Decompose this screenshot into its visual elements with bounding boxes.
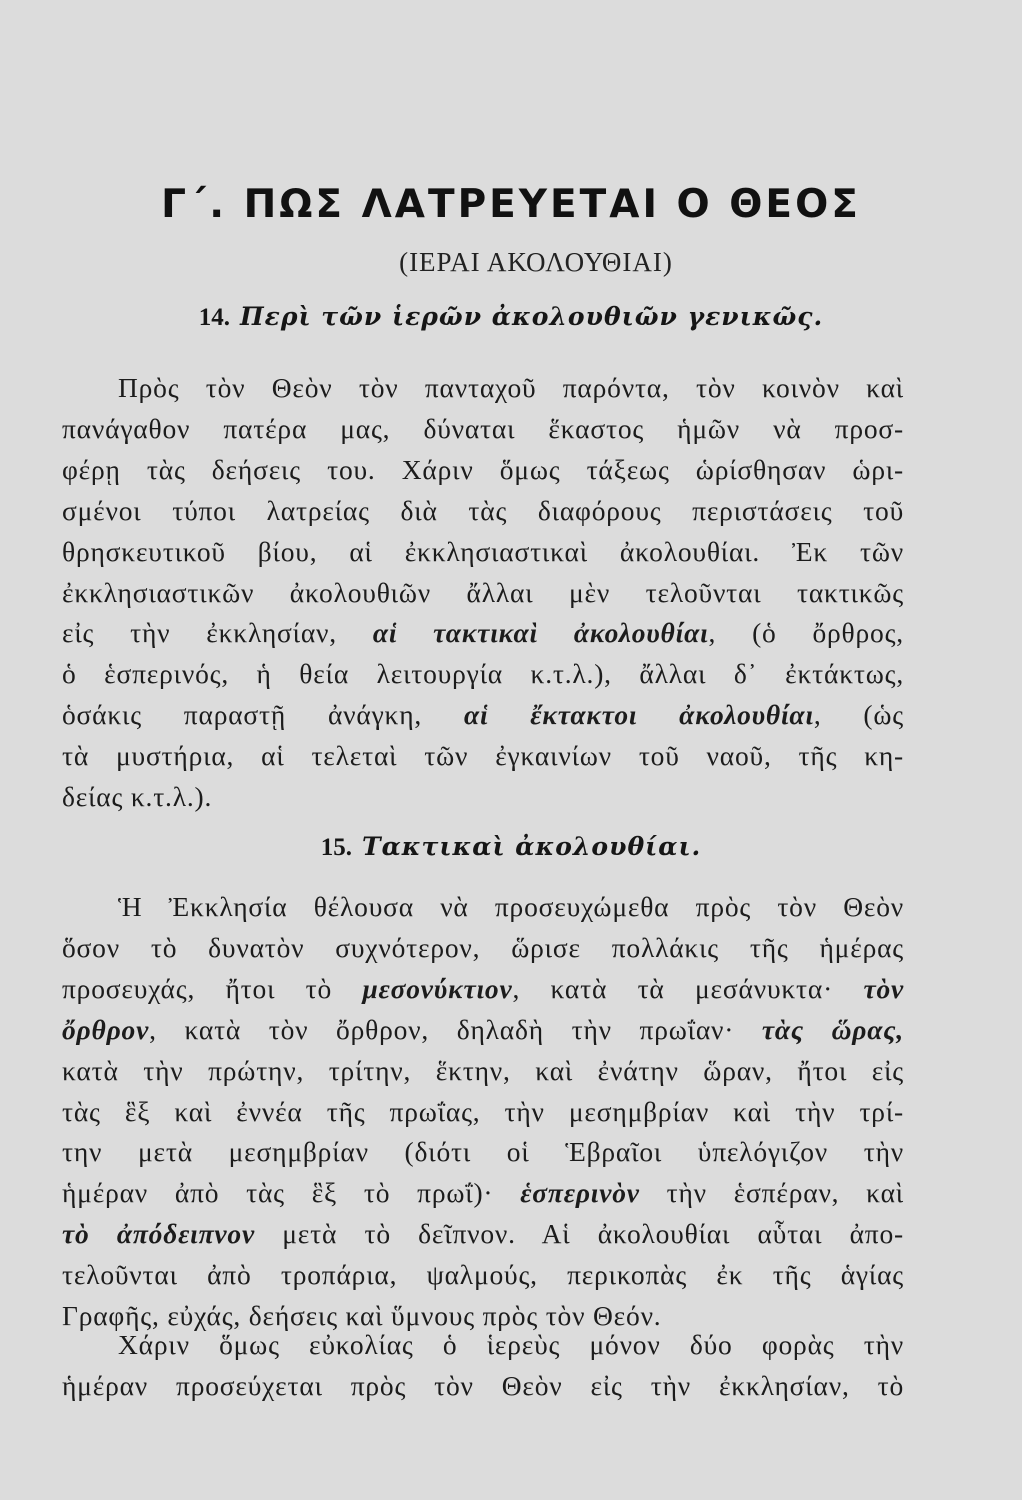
emphasis-term: αἱ τακτικαὶ ἀκολουθίαι — [372, 617, 709, 649]
text-line: Χάριν ὅμως εὐκολίας ὁ ἱερεὺς μόνον δύο φορὰς τὴν — [118, 1329, 904, 1360]
text-line: την μετὰ μεσημβρίαν (διότι οἱ Ἑβραῖοι ὑπελόγιζον τὴν — [62, 1136, 904, 1168]
emphasis-term: ὄρθρον — [62, 1013, 150, 1045]
chapter-subheading: (ΙΕΡΑΙ ΑΚΟΛΟΥΘΙΑΙ) — [399, 247, 673, 277]
text-line — [62, 1214, 904, 1255]
text-line: σμένοι τύποι λατρείας διὰ τὰς διαφόρους περιστάσεις τοῦ — [62, 494, 904, 526]
text-run: εἰς τὴν ἐκκλησίαν, — [62, 617, 373, 649]
text-line: δείας κ.τ.λ.). — [62, 781, 213, 813]
text-run: , κατὰ τὰ μεσάνυκτα· — [512, 972, 864, 1004]
text-line: ἡμέραν προσεύχεται πρὸς τὸν Θεὸν εἰς τὴν ἐκκλησίαν, τὸ — [62, 1369, 904, 1401]
paragraph-3 — [62, 1325, 904, 1407]
section-14-title — [0, 302, 1022, 332]
paragraph-1 — [62, 368, 904, 818]
text-line — [62, 1010, 904, 1051]
text-run: τὴν ἑσπέραν, καὶ — [639, 1177, 905, 1209]
text-line — [62, 1173, 904, 1214]
emphasis-term: τὸν — [863, 972, 905, 1004]
section-15-title — [0, 832, 1022, 862]
text-run: μετὰ τὸ δεῖπνον. Αἱ ἀκολουθίαι αὗται ἀπο- — [254, 1218, 904, 1250]
text-run: ἡμέραν ἀπὸ τὰς ἓξ τὸ πρωΐ)· — [62, 1177, 521, 1209]
text-run: προσευχάς, ἤτοι τὸ — [62, 972, 363, 1004]
emphasis-term: μεσονύκτιον — [362, 972, 513, 1004]
text-line — [62, 695, 904, 736]
text-line: Πρὸς τὸν Θεὸν τὸν πανταχοῦ παρόντα, τὸν κοινὸν καὶ — [118, 372, 904, 403]
text-run: , κατὰ τὸν ὄρθρον, δηλαδὴ τὴν πρωΐαν· — [149, 1013, 762, 1045]
emphasis-term: τὰς ὥρας, — [761, 1013, 905, 1045]
text-line: κατὰ τὴν πρώτην, τρίτην, ἕκτην, καὶ ἐνάτην ὥραν, ἤτοι εἰς — [62, 1054, 904, 1086]
text-line: ὅσον τὸ δυνατὸν συχνότερον, ὥρισε πολλάκις τῆς ἡμέρας — [62, 931, 904, 963]
emphasis-term: αἱ ἔκτακτοι ἀκολουθίαι — [463, 699, 814, 731]
text-line: Ἡ Ἐκκλησία θέλουσα νὰ προσευχώμεθα πρὸς τὸν Θεὸν — [118, 891, 904, 922]
section-title-text: Περὶ τῶν ἱερῶν ἀκολουθιῶν γενικῶς. — [240, 302, 824, 331]
text-line: θρησκευτικοῦ βίου, αἱ ἐκκλησιαστικαὶ ἀκολουθίαι. Ἐκ τῶν — [62, 535, 904, 567]
text-line: τὰ μυστήρια, αἱ τελεταὶ τῶν ἐγκαινίων τοῦ ναοῦ, τῆς κη- — [62, 740, 904, 772]
text-line: τὰς ἓξ καὶ ἐννέα τῆς πρωΐας, τὴν μεσημβρίαν καὶ τὴν τρί- — [62, 1095, 904, 1127]
text-line: ἐκκλησιαστικῶν ἀκολουθιῶν ἄλλαι μὲν τελοῦνται τακτικῶς — [62, 576, 904, 608]
section-number: 15. — [320, 834, 352, 861]
text-line: Γραφῆς, εὐχάς, δεήσεις καὶ ὕμνους πρὸς τὸν Θεόν. — [62, 1300, 662, 1332]
text-run: ὁσάκις παραστῇ ἀνάγκη, — [62, 699, 464, 731]
paragraph-2 — [62, 887, 904, 1337]
emphasis-term: ἑσπερινὸν — [520, 1177, 640, 1209]
text-line — [62, 613, 904, 654]
text-line: ὁ ἑσπερινός, ἡ θεία λειτουργία κ.τ.λ.), ἄλλαι δ᾽ ἐκτάκτως, — [62, 658, 904, 690]
text-line: τελοῦνται ἀπὸ τροπάρια, ψαλμούς, περικοπὰς ἐκ τῆς ἁγίας — [62, 1259, 904, 1291]
text-line — [62, 969, 904, 1010]
text-line: πανάγαθον πατέρα μας, δύναται ἕκαστος ἡμῶν νὰ προσ- — [62, 412, 904, 444]
text-run: , (ὁ ὄρθρος, — [708, 617, 904, 649]
text-run: , (ὡς — [813, 699, 904, 731]
chapter-heading: Γ΄. ΠΩΣ ΛΑΤΡΕΥΕΤΑΙ Ο ΘΕΟΣ — [161, 182, 861, 227]
section-title-text: Τακτικαὶ ἀκολουθίαι. — [361, 832, 702, 861]
text-line: φέρῃ τὰς δεήσεις του. Χάριν ὅμως τάξεως ὡρίσθησαν ὡρι- — [62, 453, 904, 485]
emphasis-term: τὸ ἀπόδειπνον — [62, 1218, 255, 1250]
section-number: 14. — [198, 304, 231, 331]
